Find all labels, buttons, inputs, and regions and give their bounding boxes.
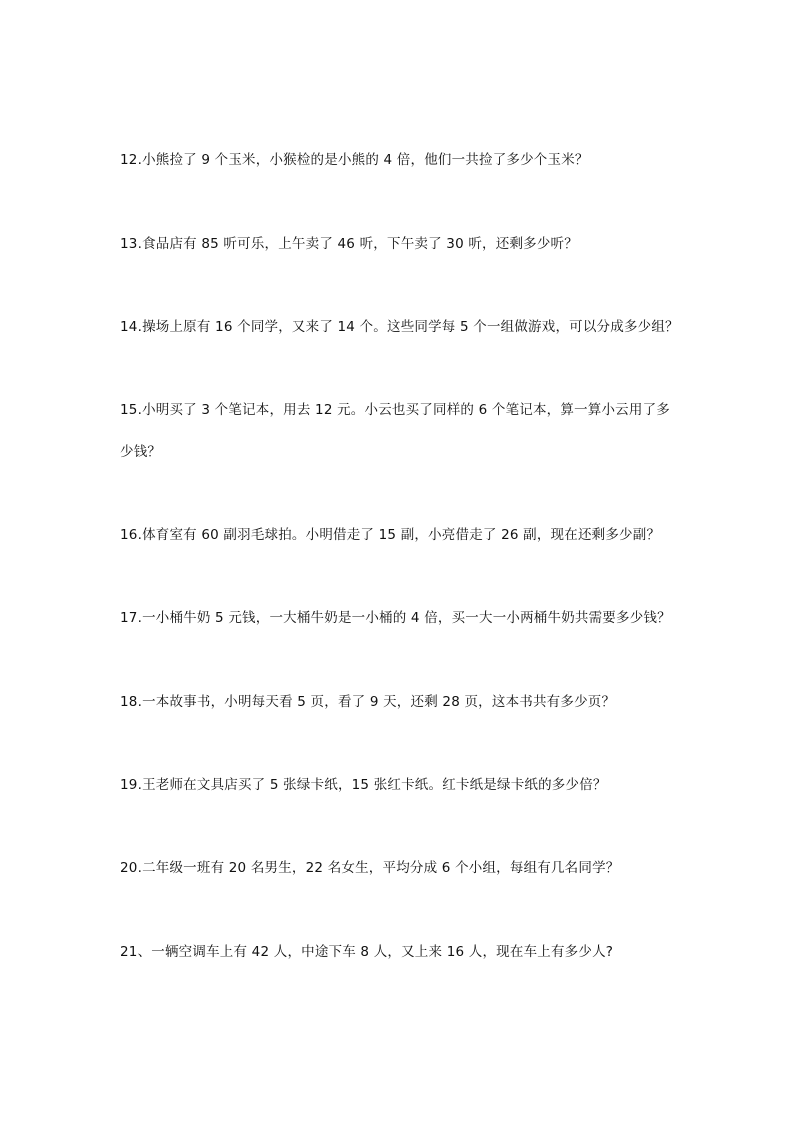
problem-20: 20.二年级一班有 20 名男生，22 名女生，平均分成 6 个小组，每组有几名同学？ bbox=[120, 860, 620, 876]
problem-13: 13.食品店有 85 听可乐，上午卖了 46 听，下午卖了 30 听，还剩多少听？ bbox=[120, 236, 578, 252]
problem-21: 21、一辆空调车上有 42 人，中途下车 8 人，又上来 16 人，现在车上有多少人? bbox=[120, 944, 614, 960]
problem-18: 18.一本故事书，小明每天看 5 页，看了 9 天，还剩 28 页，这本书共有多少页？ bbox=[120, 694, 616, 710]
problem-16: 16.体育室有 60 副羽毛球拍。小明借走了 15 副，小亮借走了 26 副，现在还剩多少副？ bbox=[120, 527, 661, 543]
problem-19: 19.王老师在文具店买了 5 张绿卡纸，15 张红卡纸。红卡纸是绿卡纸的多少倍？ bbox=[120, 777, 607, 793]
problem-17: 17.一小桶牛奶 5 元钱，一大桶牛奶是一小桶的 4 倍，买一大一小两桶牛奶共需要多少钱？ bbox=[120, 610, 671, 626]
problem-12: 12.小熊捡了 9 个玉米，小猴检的是小熊的 4 倍，他们一共捡了多少个玉米？ bbox=[120, 152, 589, 168]
problem-15-line-1: 15.小明买了 3 个笔记本，用去 12 元。小云也买了同样的 6 个笔记本，算一算小云用了多 bbox=[120, 402, 670, 418]
problem-14: 14.操场上原有 16 个同学，又来了 14 个。这些同学每 5 个一组做游戏，可以分成多少组？ bbox=[120, 319, 679, 335]
problem-15-line-2: 少钱？ bbox=[120, 444, 162, 460]
